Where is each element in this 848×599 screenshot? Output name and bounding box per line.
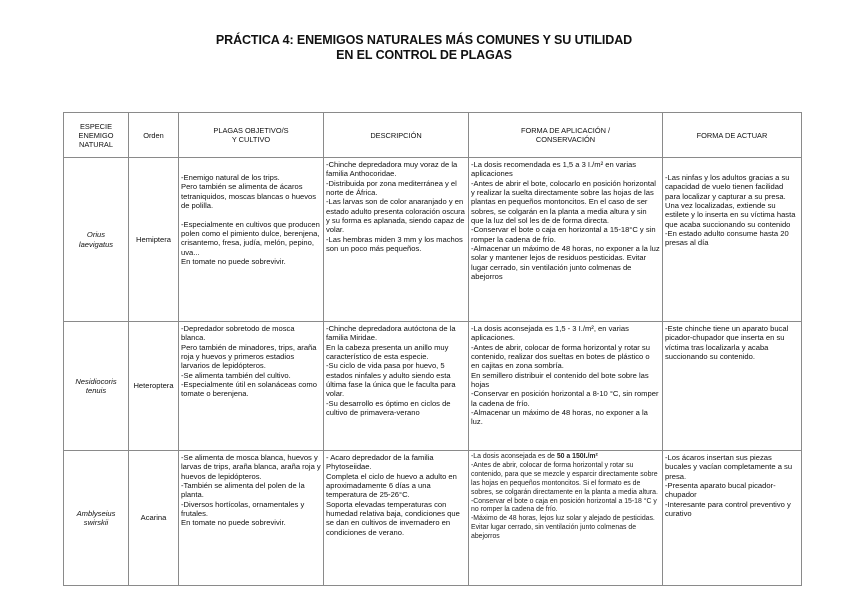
actuar-cell: -Los ácaros insertan sus piezas bucales y vacían completamente a su presa. -Presenta aparato bucal picador-chupador -Interesante para control preventivo y curativo xyxy=(663,451,802,586)
header-orden: Orden xyxy=(129,113,179,158)
aplicacion-cell xyxy=(469,451,663,586)
aplicacion-cell: -La dosis aconsejada es 1,5 - 3 I./m², en varias aplicaciones. -Antes de abrir, colocar de forma horizontal y rotar su contenido, realizar dos sueltas en botes de plástico o en cajitas en zona sombría. En semillero distribuir el contenido del bote sobre las hojas -Conservar en posición horizontal a 8-10 °C, sin romper la cadena de frío. -Almacenar un máximo de 48 horas, no exponer a la luz. xyxy=(469,322,663,451)
orden-cell: Hemiptera xyxy=(129,158,179,322)
plagas-cell: -Se alimenta de mosca blanca, huevos y larvas de trips, araña blanca, araña roja y huevos de lepidópteros. -También se alimenta del polen de la planta. -Diversos hortícolas, ornamentales y frutales. En tomate no puede sobrevivir. xyxy=(179,451,324,586)
aplicacion-cell: -La dosis recomendada es 1,5 a 3 I./m² en varias aplicaciones -Antes de abrir el bote, colocarlo en posición horizontal y realizar la suelta directamente sobre las hojas de las plantas en pequeños montoncitos. En el caso de ser sobres, se colgarán en la planta a media altura y sin que la luz del sol les de de forma directa. -Conservar el bote o caja en horizontal a 15-18°C y sin romper la cadena de frío. -Almacenar un máximo de 48 horas, no exponer a la luz solar y mantener lejos de residuos pesticidas. Evitar lugar cerrado, sin ventilación junto colmenas de abejorros xyxy=(469,158,663,322)
species-cell: Amblyseius swirskii xyxy=(64,451,129,586)
natural-enemies-table xyxy=(63,112,802,586)
descripcion-cell: -Chinche depredadora muy voraz de la familia Anthocoridae. -Distribuida por zona mediterránea y el norte de África. -Las larvas son de color anaranjado y en estado adulto presenta coloración oscura y su forma es aplanada, siendo capaz de volar. -Las hembras miden 3 mm y los machos son un poco más pequeños. xyxy=(324,158,469,322)
table-header-row xyxy=(64,113,802,158)
table-row xyxy=(64,451,802,586)
page-title xyxy=(0,33,848,63)
header-especie: ESPECIE ENEMIGO NATURAL xyxy=(64,113,129,158)
table-row xyxy=(64,158,802,322)
title-line-1: PRÁCTICA 4: ENEMIGOS NATURALES MÁS COMUNES Y SU UTILIDAD xyxy=(215,33,633,47)
header-descripcion: DESCRIPCIÓN xyxy=(324,113,469,158)
descripcion-cell: -Chinche depredadora autóctona de la familia Miridae. En la cabeza presenta un anillo muy característico de esta especie. -Su ciclo de vida pasa por huevo, 5 estados ninfales y adulto siendo esta última fase la única que le faculta para volar. -Su desarrollo es óptimo en ciclos de cultivo de primavera-verano xyxy=(324,322,469,451)
dosis-value: 50 a 150I./m² xyxy=(556,453,598,460)
header-plagas: PLAGAS OBJETIVO/S Y CULTIVO xyxy=(179,113,324,158)
aplicacion-detail: -Antes de abrir, colocar de forma horizontal y rotar su contenido, para que se mezcle y esparcir directamente sobre las hojas en pequeños montoncitos. Si el formato es de sobres, se colgarán directamente en la planta a media altura. -Conservar el bote o caja en posición horizontal a 15-18 °C y no romper la cadena de frío. -Máximo de 48 horas, lejos luz solar y alejado de pesticidas. Evitar lugar cerrado, sin ventilación junto colmenas de abejorros xyxy=(471,461,658,541)
orden-cell: Heteroptera xyxy=(129,322,179,451)
actuar-cell: -Este chinche tiene un aparato bucal picador-chupador que inserta en su víctima tras localizarla y acaba succionando su contenido. xyxy=(663,322,802,451)
title-line-2: EN EL CONTROL DE PLAGAS xyxy=(336,48,512,62)
header-aplicacion: FORMA DE APLICACIÓN / CONSERVACIÓN xyxy=(469,113,663,158)
header-actuar: FORMA DE ACTUAR xyxy=(663,113,802,158)
table-row xyxy=(64,322,802,451)
descripcion-cell: - Acaro depredador de la familia Phytoseiidae. Completa el ciclo de huevo a adulto en aproximadamente 6 días a una temperatura de 25-26°C. Soporta elevadas temperaturas con humedad relativa baja, condiciones que se dan en cultivos de invernadero en condiciones de verano. xyxy=(324,451,469,586)
species-cell: Nesidiocoris tenuis xyxy=(64,322,129,451)
plagas-cell: -Depredador sobretodo de mosca blanca. Pero también de minadores, trips, araña roja y huevos y primeros estadios larvarios de lepidópteros. -Se alimenta también del cultivo. -Especialmente útil en solanáceas como tomate o berenjena. xyxy=(179,322,324,451)
actuar-cell: -Las ninfas y los adultos gracias a su capacidad de vuelo tienen facilidad para localizar y capturar a su presa. Una vez localizadas, extiende su estilete y lo inserta en su víctima hasta que acaba succionando su contenido -En estado adulto consume hasta 20 presas al día xyxy=(663,158,802,322)
orden-cell: Acarina xyxy=(129,451,179,586)
species-cell: Orius laevigatus xyxy=(64,158,129,322)
plagas-cell: -Enemigo natural de los trips. Pero también se alimenta de ácaros tetraniquidos, moscas blancas o huevos de polilla. -Especialmente en cultivos que producen polen como el pimiento dulce, berenjena, crisantemo, fresa, judía, melón, pepino, uva... En tomate no puede sobrevivir. xyxy=(179,158,324,322)
dosis-text: -La dosis aconsejada es de xyxy=(471,453,557,460)
